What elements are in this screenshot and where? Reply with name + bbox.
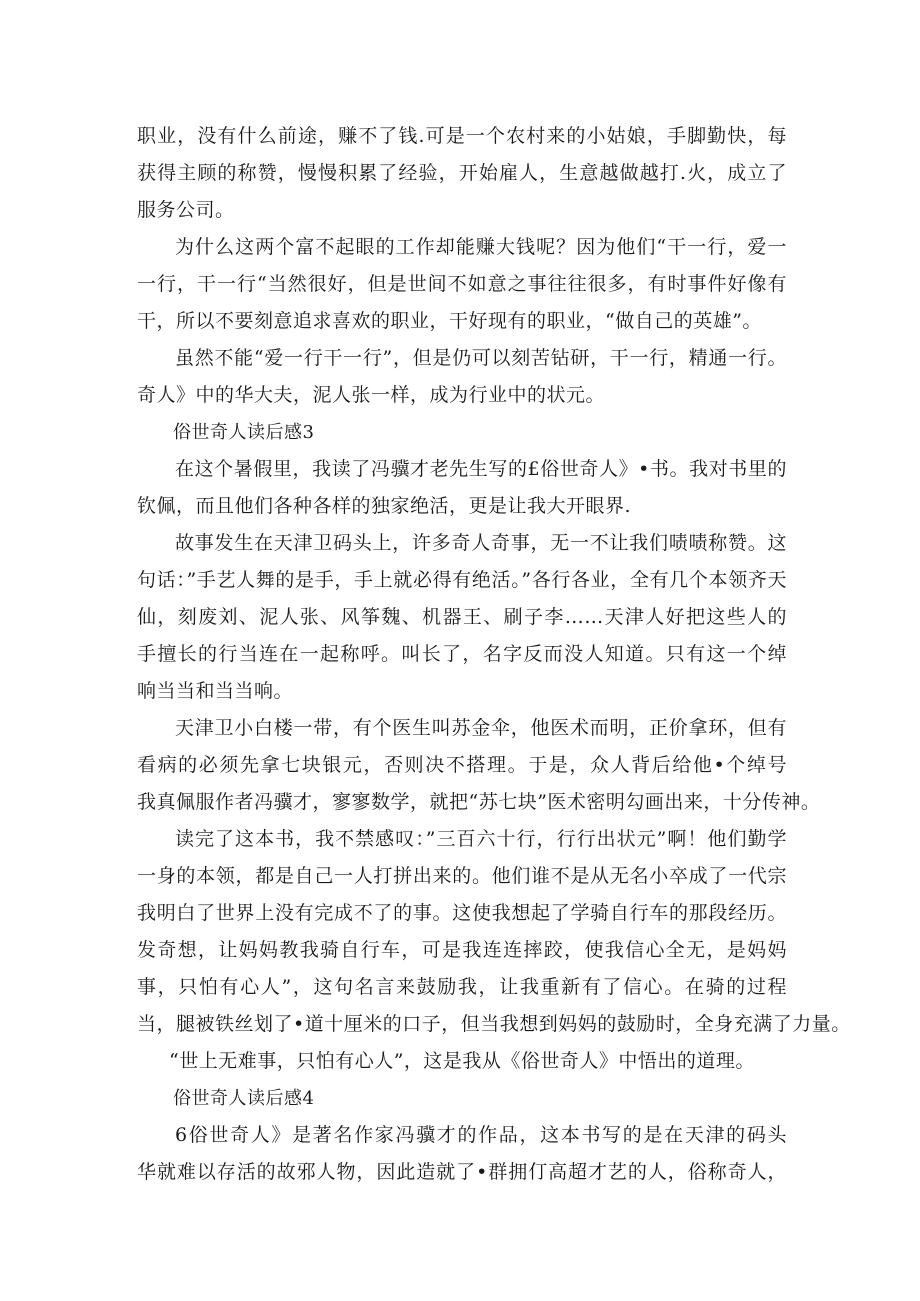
text-line: 当，腿被铁丝划了•道十厘米的口子，但当我想到妈妈的鼓励时，全身充满了力量。 — [137, 1013, 851, 1035]
text-line: 句话：”手艺人舞的是手，手上就必得有绝活。”各行各业，全有几个本领齐天 — [137, 569, 787, 591]
text-line: 职业，没有什么前途，赚不了钱.可是一个农村来的小姑娘，手脚勤快，每 — [137, 125, 787, 147]
text-line: 奇人》中的华大夫，泥人张一样，成为行业中的状元。 — [137, 384, 606, 406]
text-line: 一行，干一行“当然很好，但是世间不如意之事往往很多，有时事件好像有 — [137, 273, 787, 295]
text-line: 服务公司。 — [137, 199, 235, 221]
document-body — [137, 118, 851, 1191]
text-line: 响当当和当当响。 — [137, 680, 294, 702]
paragraph-first-line: 虽然不能“爱一行干一行”，但是仍可以刻苦钻研，干一行，精通一行。 — [175, 347, 787, 369]
paragraph-first-line: 在这个暑假里，我读了冯骥才老先生写的£俗世奇人》•书。我对书里的 — [175, 458, 787, 480]
text-line: 手擅长的行当连在一起称呼。叫长了，名字反而没人知道。只有这一个绰 — [137, 643, 787, 665]
section-heading: 俗世奇人读后感4 — [173, 1088, 315, 1109]
paragraph-first-line: 6俗世奇人》是著名作家冯骥才的作品，这本书写的是在天津的码头 — [175, 1124, 787, 1146]
text-line: 干，所以不要刻意追求喜欢的职业，干好现有的职业，“做自己的英雄”。 — [137, 310, 762, 332]
text-line: 我明白了世界上没有完成不了的事。这使我想起了学骑自行车的那段经历。 — [137, 902, 787, 924]
text-line: 事，只怕有心人”，这句名言来鼓励我，让我重新有了信心。在骑的过程 — [137, 976, 787, 998]
text-line: 一身的本领，都是自己一人打拼出来的。他们谁不是从无名小卒成了一代宗 — [137, 865, 787, 887]
paragraph-first-line: 故事发生在天津卫码头上，许多奇人奇事，无一不让我们啧啧称赞。这 — [175, 532, 787, 554]
paragraph-first-line: 天津卫小白楼一带，有个医生叫苏金伞，他医术而明，正价拿环，但有 — [175, 717, 787, 739]
text-line: 获得主顾的称赞，慢慢积累了经验，开始雇人，生意越做越打.火，成立了 — [137, 162, 787, 184]
paragraph-first-line: “世上无难事，只怕有心人”，这是我从《俗世奇人》中悟出的道理。 — [169, 1050, 755, 1072]
text-line: 发奇想，让妈妈教我骑自行车，可是我连连摔跤，使我信心全无，是妈妈 — [137, 939, 787, 961]
text-line: 仙，刻废刘、泥人张、风筝魏、机器王、刷子李……天津人好把这些人的 — [137, 606, 787, 628]
text-line: 钦佩，而且他们各种各样的独家绝活，更是让我大开眼界. — [137, 495, 632, 517]
paragraph-first-line: 读完了这本书，我不禁感叹：”三百六十行，行行出状元”啊！他们勤学 — [175, 828, 787, 850]
text-line: 我真佩服作者冯骥才，寥寥数学，就把“苏七块”医术密明勾画出来，十分传神。 — [137, 791, 821, 813]
paragraph-first-line: 为什么这两个富不起眼的工作却能赚大钱呢？因为他们“干一行，爱一 — [175, 236, 787, 258]
section-heading: 俗世奇人读后感3 — [173, 422, 315, 443]
text-line: 看病的必须先拿七块银元，否则决不搭理。于是，众人背后给他•个绰号 — [137, 754, 787, 776]
text-line: 华就难以存活的故邪人物，因此造就了•群拥仃高超才艺的人，俗称奇人， — [137, 1161, 787, 1183]
